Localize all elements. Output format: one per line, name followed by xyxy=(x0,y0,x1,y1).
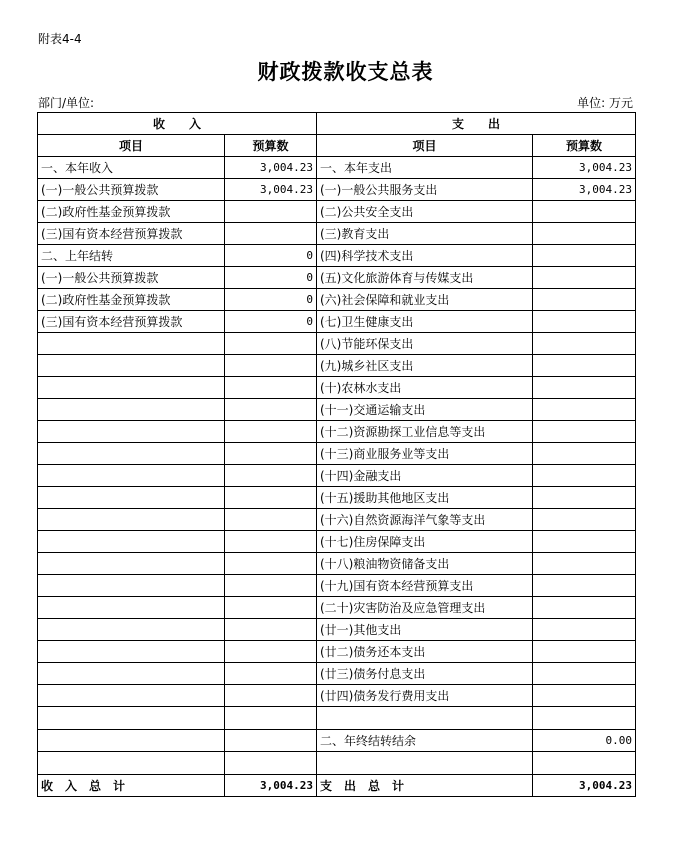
income-value-cell xyxy=(225,663,317,685)
income-item-cell xyxy=(38,752,225,775)
expense-total-label: 支 出 总 计 xyxy=(317,775,533,797)
table-row xyxy=(38,443,636,465)
expense-item-cell: (二)公共安全支出 xyxy=(317,201,533,223)
table-row xyxy=(38,752,636,775)
expense-value-cell xyxy=(533,399,636,421)
table-row xyxy=(38,487,636,509)
expense-item-cell: (四)科学技术支出 xyxy=(317,245,533,267)
income-value-cell xyxy=(225,730,317,752)
section-header-row xyxy=(38,113,636,135)
expense-value-cell: 0.00 xyxy=(533,730,636,752)
expense-item-cell: (廿三)债务付息支出 xyxy=(317,663,533,685)
expense-item-cell: (六)社会保障和就业支出 xyxy=(317,289,533,311)
expense-item-cell: (十四)金融支出 xyxy=(317,465,533,487)
income-value-cell xyxy=(225,399,317,421)
income-value-cell: 3,004.23 xyxy=(225,179,317,201)
expense-value-cell xyxy=(533,377,636,399)
table-row xyxy=(38,355,636,377)
income-value-cell xyxy=(225,355,317,377)
total-row xyxy=(38,775,636,797)
income-value-cell xyxy=(225,752,317,775)
expense-item-cell: (廿二)债务还本支出 xyxy=(317,641,533,663)
income-value-cell xyxy=(225,465,317,487)
income-value-cell xyxy=(225,421,317,443)
expense-total-value: 3,004.23 xyxy=(533,775,636,797)
expense-value-cell: 3,004.23 xyxy=(533,179,636,201)
income-item-cell xyxy=(38,575,225,597)
income-value-cell xyxy=(225,223,317,245)
income-item-cell xyxy=(38,641,225,663)
expense-value-cell xyxy=(533,311,636,333)
table-row xyxy=(38,333,636,355)
expense-value-cell xyxy=(533,553,636,575)
table-row xyxy=(38,685,636,707)
income-item-cell xyxy=(38,421,225,443)
expense-value-cell xyxy=(533,267,636,289)
income-value-cell xyxy=(225,707,317,730)
expense-item-cell: (二十)灾害防治及应急管理支出 xyxy=(317,597,533,619)
expense-value-cell xyxy=(533,443,636,465)
expense-value-cell xyxy=(533,245,636,267)
income-value-cell xyxy=(225,641,317,663)
income-item-cell xyxy=(38,509,225,531)
income-value-cell: 0 xyxy=(225,311,317,333)
expense-item-cell: 二、年终结转结余 xyxy=(317,730,533,752)
expense-value-cell xyxy=(533,355,636,377)
expense-value-cell xyxy=(533,333,636,355)
expense-value-cell xyxy=(533,465,636,487)
income-value-cell xyxy=(225,201,317,223)
table-row xyxy=(38,641,636,663)
table-row xyxy=(38,509,636,531)
income-item-cell: (二)政府性基金预算拨款 xyxy=(38,289,225,311)
income-item-cell xyxy=(38,553,225,575)
table-row xyxy=(38,531,636,553)
expense-item-cell: (一)一般公共服务支出 xyxy=(317,179,533,201)
income-item-cell: 一、本年收入 xyxy=(38,157,225,179)
table-row xyxy=(38,707,636,730)
table-row xyxy=(38,597,636,619)
income-item-cell xyxy=(38,531,225,553)
expense-item-cell: (廿四)债务发行费用支出 xyxy=(317,685,533,707)
income-budget-header: 预算数 xyxy=(225,135,317,157)
budget-table xyxy=(37,112,636,797)
income-item-cell xyxy=(38,663,225,685)
income-item-cell xyxy=(38,707,225,730)
income-item-cell xyxy=(38,399,225,421)
income-value-cell xyxy=(225,509,317,531)
table-row xyxy=(38,421,636,443)
expense-item-cell: (十)农林水支出 xyxy=(317,377,533,399)
expense-item-cell: (十八)粮油物资储备支出 xyxy=(317,553,533,575)
expense-item-cell: (十九)国有资本经营预算支出 xyxy=(317,575,533,597)
table-row xyxy=(38,399,636,421)
expense-value-cell xyxy=(533,619,636,641)
income-item-header: 项目 xyxy=(38,135,225,157)
expense-item-cell: (十五)援助其他地区支出 xyxy=(317,487,533,509)
table-row xyxy=(38,245,636,267)
income-value-cell xyxy=(225,443,317,465)
expense-item-cell: (十七)住房保障支出 xyxy=(317,531,533,553)
income-item-cell xyxy=(38,597,225,619)
expense-item-cell xyxy=(317,752,533,775)
table-row xyxy=(38,179,636,201)
expense-item-cell: (十一)交通运输支出 xyxy=(317,399,533,421)
income-value-cell xyxy=(225,575,317,597)
income-item-cell: (二)政府性基金预算拨款 xyxy=(38,201,225,223)
unit-label: 单位: 万元 xyxy=(577,96,633,110)
income-value-cell xyxy=(225,553,317,575)
table-row xyxy=(38,553,636,575)
expense-budget-header: 预算数 xyxy=(533,135,636,157)
expense-item-cell: (八)节能环保支出 xyxy=(317,333,533,355)
income-total-label: 收 入 总 计 xyxy=(38,775,225,797)
income-item-cell xyxy=(38,619,225,641)
income-value-cell: 0 xyxy=(225,245,317,267)
expense-value-cell xyxy=(533,531,636,553)
income-value-cell xyxy=(225,487,317,509)
expense-value-cell xyxy=(533,223,636,245)
income-value-cell xyxy=(225,333,317,355)
expense-item-cell: (十二)资源勘探工业信息等支出 xyxy=(317,421,533,443)
income-item-cell: 二、上年结转 xyxy=(38,245,225,267)
expense-header: 支 出 xyxy=(317,113,636,135)
expense-value-cell xyxy=(533,752,636,775)
income-item-cell: (一)一般公共预算拨款 xyxy=(38,267,225,289)
table-row xyxy=(38,267,636,289)
expense-value-cell xyxy=(533,707,636,730)
expense-item-cell: (九)城乡社区支出 xyxy=(317,355,533,377)
table-number-note: 附表4-4 xyxy=(38,32,82,46)
expense-item-cell: 一、本年支出 xyxy=(317,157,533,179)
expense-item-cell: (七)卫生健康支出 xyxy=(317,311,533,333)
page-title: 财政拨款收支总表 xyxy=(257,59,434,84)
expense-item-cell: (十六)自然资源海洋气象等支出 xyxy=(317,509,533,531)
income-value-cell: 0 xyxy=(225,267,317,289)
income-value-cell xyxy=(225,377,317,399)
expense-value-cell xyxy=(533,509,636,531)
expense-item-cell xyxy=(317,707,533,730)
expense-value-cell: 3,004.23 xyxy=(533,157,636,179)
table-row xyxy=(38,157,636,179)
expense-item-header: 项目 xyxy=(317,135,533,157)
table-row xyxy=(38,201,636,223)
table-row xyxy=(38,663,636,685)
income-item-cell xyxy=(38,465,225,487)
expense-value-cell xyxy=(533,487,636,509)
expense-item-cell: (五)文化旅游体育与传媒支出 xyxy=(317,267,533,289)
table-row xyxy=(38,619,636,641)
table-row xyxy=(38,575,636,597)
income-value-cell xyxy=(225,597,317,619)
expense-value-cell xyxy=(533,597,636,619)
expense-value-cell xyxy=(533,289,636,311)
expense-value-cell xyxy=(533,641,636,663)
department-label: 部门/单位: xyxy=(38,96,95,110)
income-value-cell xyxy=(225,531,317,553)
expense-value-cell xyxy=(533,685,636,707)
table-row xyxy=(38,311,636,333)
expense-item-cell: (廿一)其他支出 xyxy=(317,619,533,641)
income-total-value: 3,004.23 xyxy=(225,775,317,797)
expense-value-cell xyxy=(533,663,636,685)
income-item-cell: (三)国有资本经营预算拨款 xyxy=(38,223,225,245)
income-item-cell xyxy=(38,355,225,377)
expense-value-cell xyxy=(533,575,636,597)
income-value-cell xyxy=(225,619,317,641)
income-value-cell: 3,004.23 xyxy=(225,157,317,179)
income-header: 收 入 xyxy=(38,113,317,135)
income-item-cell xyxy=(38,685,225,707)
expense-item-cell: (十三)商业服务业等支出 xyxy=(317,443,533,465)
expense-value-cell xyxy=(533,421,636,443)
income-item-cell: (三)国有资本经营预算拨款 xyxy=(38,311,225,333)
column-header-row xyxy=(38,135,636,157)
table-row xyxy=(38,730,636,752)
table-row xyxy=(38,377,636,399)
table-row xyxy=(38,289,636,311)
income-item-cell xyxy=(38,443,225,465)
income-item-cell: (一)一般公共预算拨款 xyxy=(38,179,225,201)
income-item-cell xyxy=(38,377,225,399)
income-item-cell xyxy=(38,333,225,355)
expense-item-cell: (三)教育支出 xyxy=(317,223,533,245)
table-row xyxy=(38,465,636,487)
table-row xyxy=(38,223,636,245)
income-value-cell xyxy=(225,685,317,707)
expense-value-cell xyxy=(533,201,636,223)
income-item-cell xyxy=(38,730,225,752)
income-value-cell: 0 xyxy=(225,289,317,311)
income-item-cell xyxy=(38,487,225,509)
